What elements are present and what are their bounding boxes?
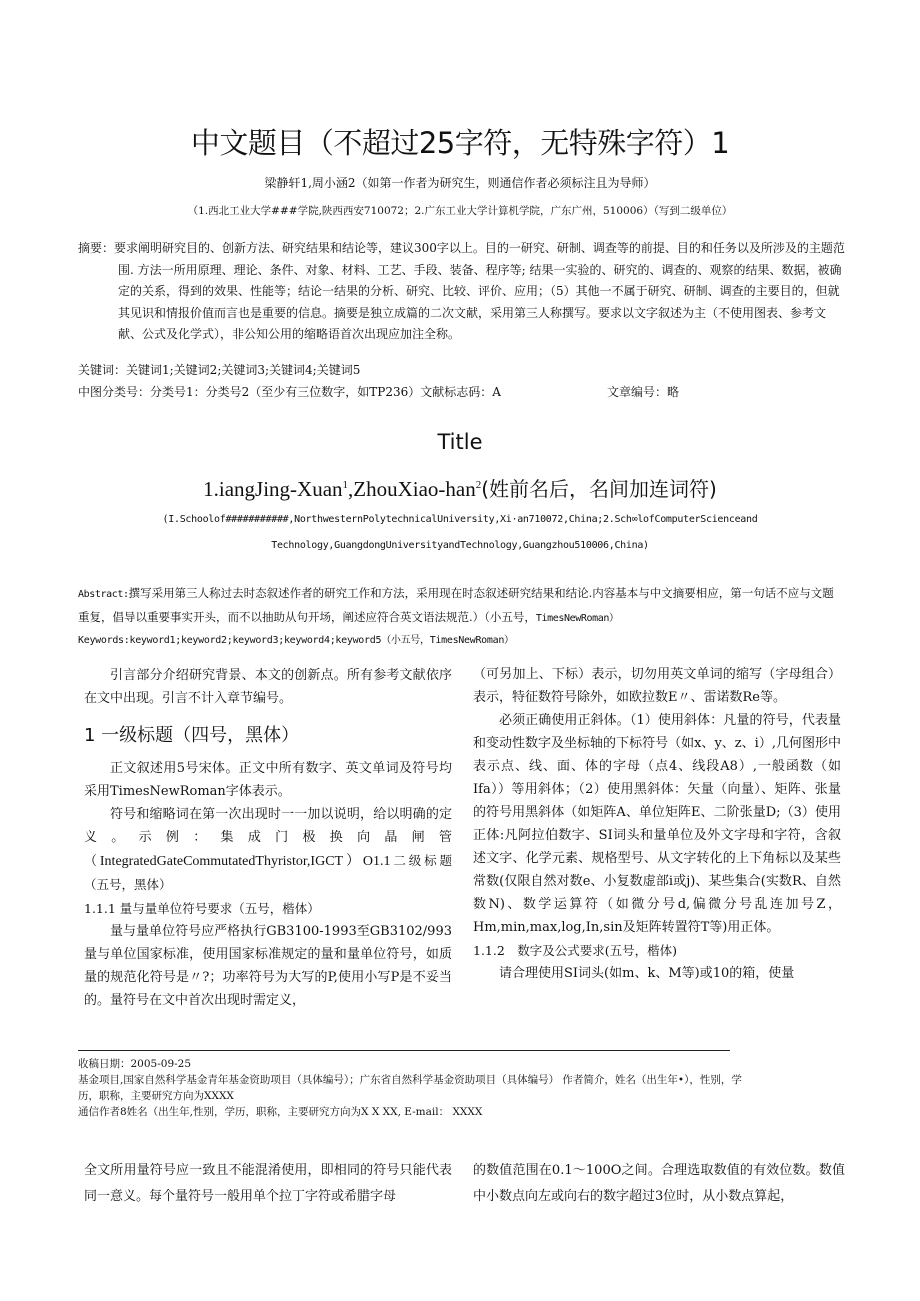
corresponding-author: 通信作者8姓名（出生年,性别，学历，职称，主要研究方向为X X XX, E-mail： XXXX bbox=[78, 1106, 483, 1118]
author-en-2-sup: 2 bbox=[475, 479, 482, 491]
authors-en bbox=[0, 473, 920, 502]
keywords-cn: 关键词：关键词1;关键词2;关键词3;关键词4;关键词5 bbox=[78, 363, 361, 377]
subsection-heading-1-1-2: 1.1.2 数字及公式要求(五号，楷体) bbox=[473, 943, 678, 958]
author-en-2: ,ZhouXiao-han bbox=[348, 477, 476, 501]
abstract-cn-label: 摘要： bbox=[78, 241, 115, 255]
body-paragraph: 的数值范围在0.1～100O之间。合理选取数值的有效位数。数值中小数点向左或向右的数字超过3位时，从小数点算起， bbox=[473, 1163, 845, 1204]
received-date: 收稿日期：2005-09-25 bbox=[78, 1058, 192, 1070]
authors-cn: 梁静轩1,周小涵2（如第一作者为研究生，则通信作者必须标注且为导师） bbox=[264, 176, 656, 190]
subheading-inline: 二级标题（五号，黑体） bbox=[84, 853, 452, 892]
fund-info: 基金项目,国家自然科学基金青年基金资助项目（具体编号）；广东省自然科学基金资助项目（具体编号） 作者简介，姓名（出生年•），性别，学历，职称，主要研究方向为XXXX bbox=[78, 1074, 742, 1102]
body-paragraph: 必须正确使用正斜体。（1）使用斜体：凡量的符号，代表量和变动性数字及坐标轴的下标符号（如x、y、z、i）,几何图形中表示点、线、面、体的字母（点4、线段A8）,一般函数（如Ifa））等用斜体；（2）使用黑斜体：矢量（向量）、矩阵、张量的符号用黑斜体（如矩阵A、单位矩阵E、二阶张量D;（3）使用正体:凡阿拉伯数字、SI词头和量单位及外文字母和字符，含叙述文字、化学元素、规格型号、从文字转化的上下角标以及某些常数(仅限自然对数e、小复数虚部i或j)、某些集合(实数R、自然数N)、数学运算符（如微分号d,偏微分号乱连加号Z，Hm,min,max,log,In,sin及矩阵转置符T等)用正体。 bbox=[473, 713, 841, 935]
keywords-en: Keywords:keyword1;keyword2;keyword3;keyword4;keyword5（小五号，TimesNewRoman） bbox=[78, 635, 514, 646]
intro-paragraph: 引言部分介绍研究背景、本文的创新点。所有参考文献依序在文中出现。引言不计入章节编号。 bbox=[84, 668, 452, 706]
footnote bbox=[78, 1056, 758, 1120]
abstract-en bbox=[78, 582, 843, 630]
abstract-cn bbox=[78, 238, 848, 346]
abstract-en-label: Abstract: bbox=[78, 589, 129, 600]
body-right-column-lower bbox=[473, 1158, 845, 1210]
affiliation-cn: （1.西北工业大学###学院,陕西西安710072；2.广东工业大学计算机学院，广东广州，510006）（写到二级单位） bbox=[187, 205, 733, 217]
body-paragraph bbox=[84, 803, 452, 897]
body-text-en: IntegratedGateCommutatedThyristor,IGCT）O1.1 bbox=[99, 854, 391, 869]
body-left-column bbox=[84, 664, 452, 1012]
body-paragraph: 量与量单位符号应严格执行GB3100-1993至GB3102/993量与单位国家标准，使用国家标准规定的量和量单位符号，如质量的规范化符号是〃?；功率符号为大写的P,使用小写P是不妥当的。量符号在文中首次出现时需定义， bbox=[84, 924, 452, 1008]
classification-line bbox=[78, 383, 778, 400]
abstract-en-text: 撰写采用第三人称过去时态叙述作者的研究工作和方法，采用现在时态叙述研究结果和结论.内容基本与中文摘要相应，第一句话不应与文题重复，倡导以重要事实开头，而不以抽助从句开场，阐述应符合英文语法规范.）（小五号， bbox=[78, 586, 834, 624]
article-number: 文章编号：略 bbox=[607, 385, 680, 399]
body-paragraph: （可另加上、下标）表示，切勿用英文单词的缩写（字母组合）表示，特征数符号除外，如欧拉数E〃、雷诺数Re等。 bbox=[473, 667, 841, 705]
authors-en-note: (姓前名后，名间加连词符) bbox=[481, 477, 717, 501]
subsection-heading-1-1-1: 1.1.1 量与量单位符号要求（五号，楷体） bbox=[84, 901, 320, 916]
affiliation-en-line2: Technology,GuangdongUniversityandTechnology,Guangzhou510006,China) bbox=[271, 540, 649, 551]
author-en-1-sup: 1 bbox=[342, 479, 349, 491]
body-text: 符号和缩略词在第一次出现时一一加以说明，给以明确的定义。示例：集成门极换向晶闸管（ bbox=[84, 807, 452, 869]
body-paragraph: 正文叙述用5号宋体。正文中所有数字、英文单词及符号均采用TimesNewRoman字体表示。 bbox=[84, 761, 452, 799]
footnote-divider bbox=[78, 1050, 730, 1051]
abstract-cn-text: 要求阐明研究目的、创新方法、研究结果和结论等，建议300字以上。目的一研究、研制、调查等的前提、目的和任务以及所涉及的主题范围. 方法一所用原理、理论、条件、对象、材料、工艺、手段、装备、程序等; 结果一实验的、研究的、调查的、观察的结果、数据，被确定的关系，得到的效果、性能等；结论一结果的分析、研究、比较、评价、应用；（5）其他一不属于研究、研制、调查的主要目的，但就其见识和情报价值而言也是重要的信息。摘要是独立成篇的二次文献，采用第三人称撰写。要求以文字叙述为主（不使用图表、参考文献、公式及化学式），非公知公用的缩略语首次出现应加注全称。 bbox=[114, 241, 845, 342]
body-right-column bbox=[473, 663, 841, 985]
classification-text: 中图分类号：分类号1：分类号2（至少有三位数字，如TP236）文献标志码：A bbox=[78, 385, 501, 399]
body-left-column-lower bbox=[84, 1158, 452, 1210]
author-en-1: 1.iangJing-Xuan bbox=[203, 477, 343, 501]
body-paragraph: 全文所用量符号应一致且不能混淆使用，即相同的符号只能代表同一意义。每个量符号一般用单个拉丁字符或希腊字母 bbox=[84, 1163, 452, 1204]
section-heading-1: 1 一级标题（四号，黑体） bbox=[84, 725, 300, 746]
abstract-en-note: TimesNewRoman） bbox=[535, 613, 619, 624]
paper-title-cn: 中文题目（不超过25字符，无特殊字符）1 bbox=[190, 126, 730, 160]
affiliation-en-line1: (I.Schoolof###########,NorthwesternPolytechnicalUniversity,Xi·an710072,China;2.Sch∞lofComputerScienceand bbox=[162, 514, 758, 525]
paper-title-en: Title bbox=[437, 430, 483, 454]
body-paragraph: 请合理使用SI词头(如m、k、M等)或10的箱，使量 bbox=[499, 966, 795, 981]
